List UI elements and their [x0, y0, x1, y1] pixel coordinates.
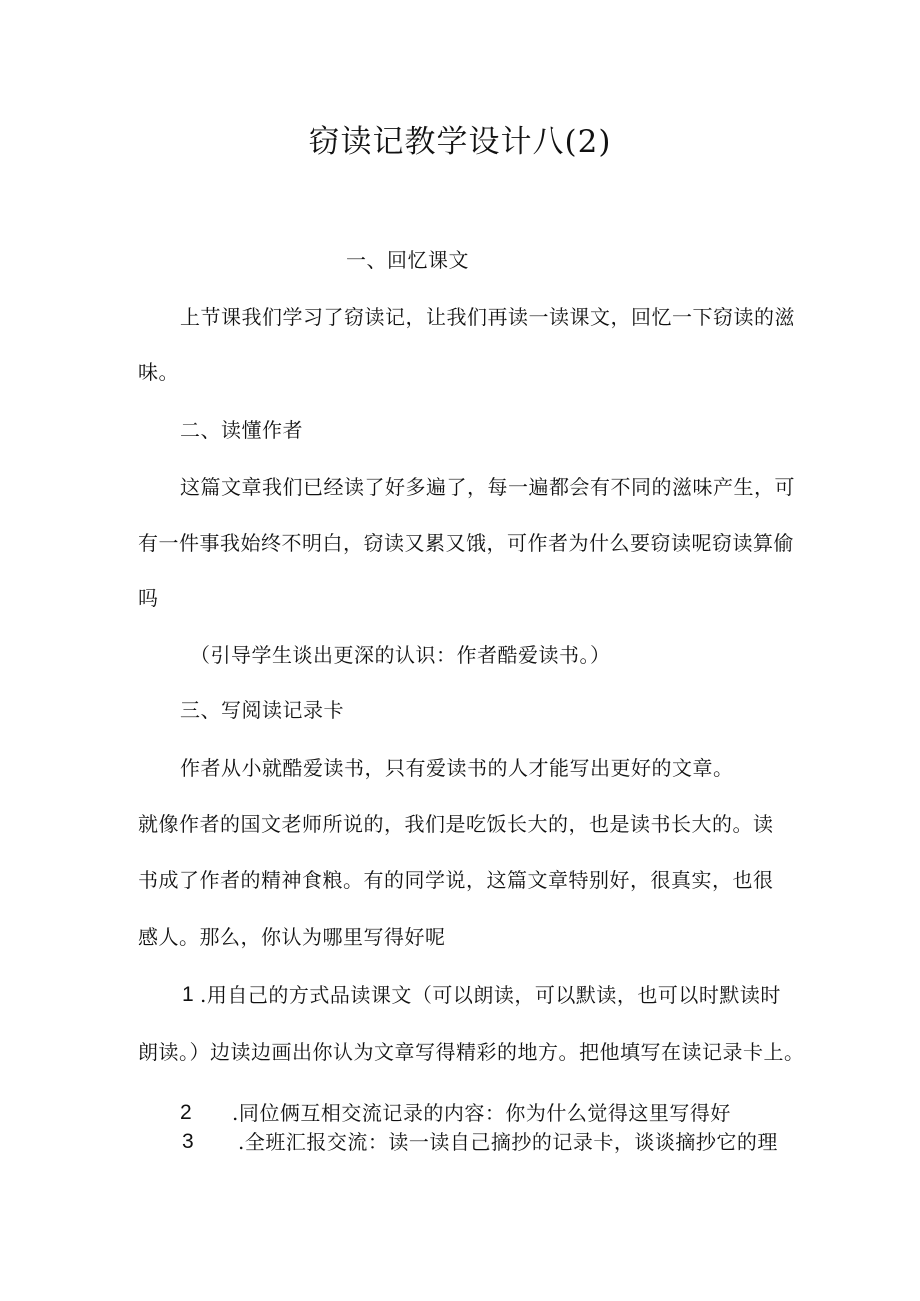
list-item-text: .用自己的方式品读课文（可以朗读，可以默读，也可以时默读时	[200, 983, 781, 1007]
list-item-text: 朗读。）边读边画出你认为文章写得精彩的地方。把他填写在读记录卡上。	[138, 1040, 805, 1064]
paragraph-line: 就像作者的国文老师所说的，我们是吃饭长大的，也是读书长大的。读	[138, 812, 774, 836]
document-title: 窃读记教学设计八(2)	[308, 124, 612, 160]
list-item-text: .同位俩互相交流记录的内容：你为什么觉得这里写得好	[232, 1101, 731, 1125]
section-heading-author: 二、读懂作者	[180, 418, 303, 442]
list-item-number: 1	[182, 983, 195, 1006]
paragraph-line: 吗	[138, 586, 159, 610]
paragraph-line: 有一件事我始终不明白，窃读又累又饿，可作者为什么要窃读呢窃读算偷	[138, 531, 794, 555]
list-item-number: 2	[180, 1101, 193, 1124]
paragraph-line: 上节课我们学习了窃读记，让我们再读一读课文，回忆一下窃读的滋	[180, 305, 795, 329]
list-item-number: 3	[182, 1130, 195, 1153]
list-item-text: .全班汇报交流：读一读自己摘抄的记录卡，谈谈摘抄它的理	[238, 1130, 778, 1154]
paragraph-line: 这篇文章我们已经读了好多遍了，每一遍都会有不同的滋味产生，可	[180, 475, 795, 499]
paragraph-line: 作者从小就酷爱读书，只有爱读书的人才能写出更好的文章。	[180, 756, 734, 780]
teaching-note: （引导学生谈出更深的认识：作者酷爱读书。）	[190, 643, 611, 667]
section-heading-recall: 一、回忆课文	[346, 248, 469, 272]
paragraph-line: 味。	[138, 360, 179, 384]
paragraph-line: 书成了作者的精神食粮。有的同学说，这篇文章特别好，很真实，也很	[138, 868, 774, 892]
paragraph-line: 感人。那么，你认为哪里写得好呢	[138, 925, 446, 949]
section-heading-reading-card: 三、写阅读记录卡	[180, 698, 344, 722]
